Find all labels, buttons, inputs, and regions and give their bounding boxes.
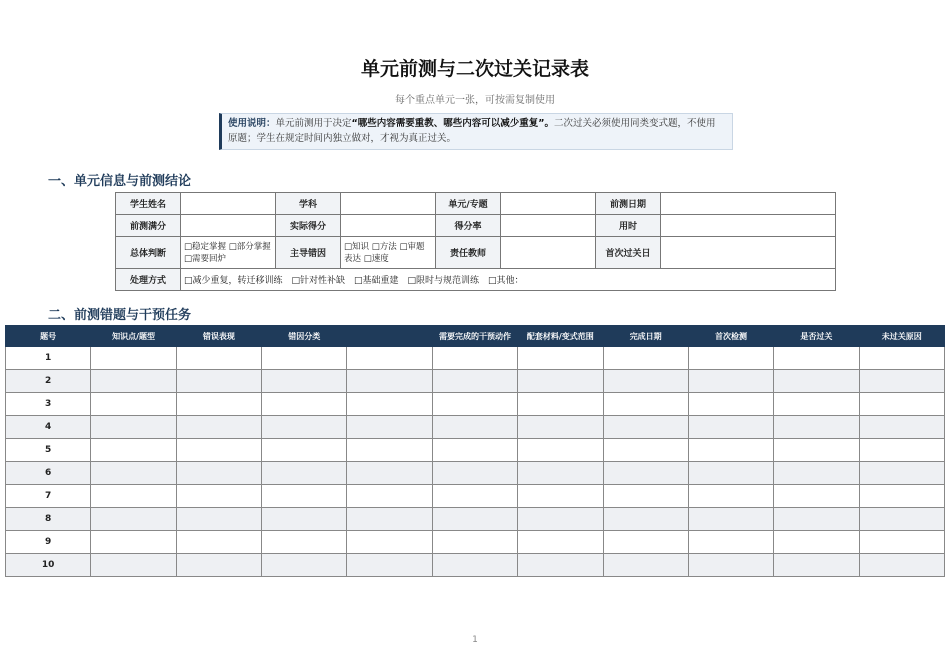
table-cell[interactable] — [859, 531, 944, 554]
table-cell[interactable] — [91, 439, 176, 462]
table-cell[interactable] — [347, 462, 432, 485]
col-header: 错因分类 — [262, 326, 347, 347]
table-cell[interactable] — [176, 508, 261, 531]
row-number: 9 — [6, 531, 91, 554]
row-number: 3 — [6, 393, 91, 416]
table-cell[interactable] — [347, 416, 432, 439]
table-cell[interactable] — [432, 462, 517, 485]
table-row — [6, 531, 945, 554]
info-row-3 — [116, 237, 836, 269]
table-cell[interactable] — [774, 347, 859, 370]
row-number: 10 — [6, 554, 91, 577]
table-cell[interactable] — [262, 347, 347, 370]
table-cell[interactable] — [774, 485, 859, 508]
table-cell[interactable] — [432, 485, 517, 508]
table-cell[interactable] — [688, 370, 773, 393]
label-full-score: 前测满分 — [116, 215, 181, 237]
row-number: 7 — [6, 485, 91, 508]
usage-note-lead: 使用说明： — [228, 118, 276, 129]
table-cell[interactable] — [262, 439, 347, 462]
table-cell[interactable] — [859, 439, 944, 462]
document-subtitle: 每个重点单元一张，可按需复制使用 — [395, 95, 555, 106]
row-number: 6 — [6, 462, 91, 485]
table-cell[interactable] — [518, 462, 603, 485]
table-cell[interactable] — [518, 531, 603, 554]
col-header: 首次检测 — [688, 326, 773, 347]
table-cell[interactable] — [176, 439, 261, 462]
field-full-score[interactable] — [181, 215, 276, 237]
overall-options[interactable]: □稳定掌握 □部分掌握 □需要回炉 — [181, 237, 276, 269]
table-cell[interactable] — [518, 347, 603, 370]
table-cell[interactable] — [432, 416, 517, 439]
table-cell[interactable] — [688, 462, 773, 485]
table-row — [6, 485, 945, 508]
label-first-pass-date: 首次过关日 — [596, 237, 661, 269]
table-cell[interactable] — [262, 508, 347, 531]
table-cell[interactable] — [432, 531, 517, 554]
intervention-task-table — [5, 325, 945, 577]
table-cell[interactable] — [603, 439, 688, 462]
table-cell[interactable] — [176, 416, 261, 439]
table-cell[interactable] — [774, 393, 859, 416]
table-cell[interactable] — [859, 554, 944, 577]
table-row — [6, 508, 945, 531]
label-score-rate: 得分率 — [436, 215, 501, 237]
table-cell[interactable] — [603, 347, 688, 370]
table-cell[interactable] — [262, 485, 347, 508]
table-cell[interactable] — [774, 439, 859, 462]
table-cell[interactable] — [859, 393, 944, 416]
table-cell[interactable] — [688, 531, 773, 554]
table-row — [6, 462, 945, 485]
label-overall: 总体判断 — [116, 237, 181, 269]
table-cell[interactable] — [347, 531, 432, 554]
row-number: 8 — [6, 508, 91, 531]
table-cell[interactable] — [774, 416, 859, 439]
usage-note — [219, 113, 733, 150]
table-cell[interactable] — [91, 393, 176, 416]
table-cell[interactable] — [91, 508, 176, 531]
label-actual-score: 实际得分 — [276, 215, 341, 237]
unit-info-table — [115, 192, 836, 291]
table-cell[interactable] — [518, 439, 603, 462]
row-number: 2 — [6, 370, 91, 393]
usage-note-text-a: 单元前测用于决定 — [275, 118, 352, 129]
table-cell[interactable] — [176, 554, 261, 577]
table-cell[interactable] — [176, 462, 261, 485]
field-first-pass-date[interactable] — [661, 237, 836, 269]
table-cell[interactable] — [262, 462, 347, 485]
table-row — [6, 439, 945, 462]
task-header-row — [6, 326, 945, 347]
table-cell[interactable] — [347, 439, 432, 462]
col-header: 需要完成的干预动作 — [432, 326, 517, 347]
table-cell[interactable] — [774, 554, 859, 577]
table-cell[interactable] — [91, 485, 176, 508]
table-cell[interactable] — [774, 508, 859, 531]
table-cell[interactable] — [347, 347, 432, 370]
table-cell[interactable] — [688, 347, 773, 370]
row-number: 4 — [6, 416, 91, 439]
table-cell[interactable] — [91, 347, 176, 370]
table-cell[interactable] — [347, 370, 432, 393]
document-title: 单元前测与二次过关记录表 — [360, 58, 589, 80]
page-number: 1 — [472, 635, 478, 645]
table-cell[interactable] — [859, 370, 944, 393]
field-teacher[interactable] — [501, 237, 596, 269]
table-cell[interactable] — [432, 508, 517, 531]
table-cell[interactable] — [859, 416, 944, 439]
table-cell[interactable] — [518, 485, 603, 508]
table-cell[interactable] — [603, 370, 688, 393]
info-row-4 — [116, 269, 836, 291]
table-cell[interactable] — [347, 485, 432, 508]
table-cell[interactable] — [176, 485, 261, 508]
label-main-error: 主导错因 — [276, 237, 341, 269]
table-cell[interactable] — [176, 347, 261, 370]
table-cell[interactable] — [688, 485, 773, 508]
table-cell[interactable] — [774, 462, 859, 485]
table-cell[interactable] — [603, 393, 688, 416]
table-cell[interactable] — [262, 393, 347, 416]
table-cell[interactable] — [859, 508, 944, 531]
col-header: 是否过关 — [774, 326, 859, 347]
table-cell[interactable] — [859, 485, 944, 508]
label-pretest-date: 前测日期 — [596, 193, 661, 215]
field-time-used[interactable] — [661, 215, 836, 237]
field-pretest-date[interactable] — [661, 193, 836, 215]
col-header: 未过关原因 — [859, 326, 944, 347]
table-cell[interactable] — [176, 531, 261, 554]
table-cell[interactable] — [518, 554, 603, 577]
table-cell[interactable] — [774, 531, 859, 554]
label-time-used: 用时 — [596, 215, 661, 237]
table-row — [6, 554, 945, 577]
field-actual-score[interactable] — [341, 215, 436, 237]
table-row — [6, 416, 945, 439]
usage-note-text-b: 二次过关必须使用同类变式题，不使用原题；学生在规定时间内独立做对，才视为真正过关。 — [228, 118, 716, 144]
usage-note-highlight: “哪些内容需要重教、哪些内容可以减少重复”。 — [351, 118, 555, 129]
field-subject[interactable] — [341, 193, 436, 215]
section-heading-unit-info: 一、单元信息与前测结论 — [48, 174, 192, 189]
section-heading-tasks: 二、前测错题与干预任务 — [48, 308, 192, 323]
table-cell[interactable] — [859, 462, 944, 485]
field-student-name[interactable] — [181, 193, 276, 215]
label-teacher: 责任教师 — [436, 237, 501, 269]
table-cell[interactable] — [774, 370, 859, 393]
field-unit-topic[interactable] — [501, 193, 596, 215]
table-cell[interactable] — [347, 554, 432, 577]
label-unit-topic: 单元/专题 — [436, 193, 501, 215]
table-cell[interactable] — [688, 508, 773, 531]
label-handling: 处理方式 — [116, 269, 181, 291]
table-row — [6, 347, 945, 370]
table-cell[interactable] — [603, 462, 688, 485]
table-cell[interactable] — [518, 393, 603, 416]
col-header: 完成日期 — [603, 326, 688, 347]
table-cell[interactable] — [91, 554, 176, 577]
table-cell[interactable] — [432, 393, 517, 416]
table-cell[interactable] — [432, 439, 517, 462]
field-score-rate[interactable] — [501, 215, 596, 237]
table-cell[interactable] — [603, 554, 688, 577]
table-cell[interactable] — [262, 554, 347, 577]
table-cell[interactable] — [262, 370, 347, 393]
table-cell[interactable] — [91, 462, 176, 485]
table-cell[interactable] — [347, 508, 432, 531]
table-cell[interactable] — [262, 531, 347, 554]
table-cell[interactable] — [688, 439, 773, 462]
table-cell[interactable] — [432, 554, 517, 577]
table-cell[interactable] — [176, 393, 261, 416]
table-cell[interactable] — [603, 508, 688, 531]
table-row — [6, 393, 945, 416]
table-cell[interactable] — [518, 416, 603, 439]
table-cell[interactable] — [603, 485, 688, 508]
table-cell[interactable] — [262, 416, 347, 439]
label-subject: 学科 — [276, 193, 341, 215]
label-student-name: 学生姓名 — [116, 193, 181, 215]
table-cell[interactable] — [432, 347, 517, 370]
info-row-1 — [116, 193, 836, 215]
col-header: 配套材料/变式范围 — [518, 326, 603, 347]
table-cell[interactable] — [688, 554, 773, 577]
col-header: 题号 — [6, 326, 91, 347]
table-cell[interactable] — [688, 393, 773, 416]
col-header — [347, 326, 432, 347]
row-number: 1 — [6, 347, 91, 370]
col-header: 错误表现 — [176, 326, 261, 347]
table-row — [6, 370, 945, 393]
col-header: 知识点/题型 — [91, 326, 176, 347]
main-error-options[interactable]: □知识 □方法 □审题表达 □速度 — [341, 237, 436, 269]
table-cell[interactable] — [91, 531, 176, 554]
table-cell[interactable] — [859, 347, 944, 370]
table-cell[interactable] — [603, 531, 688, 554]
table-cell[interactable] — [518, 370, 603, 393]
handling-options[interactable]: □减少重复，转迁移训练 □针对性补缺 □基础重建 □限时与规范训练 □其他： — [181, 269, 836, 291]
table-cell[interactable] — [688, 416, 773, 439]
table-cell[interactable] — [347, 393, 432, 416]
table-cell[interactable] — [91, 370, 176, 393]
row-number: 5 — [6, 439, 91, 462]
info-row-2 — [116, 215, 836, 237]
table-cell[interactable] — [432, 370, 517, 393]
table-cell[interactable] — [176, 370, 261, 393]
table-cell[interactable] — [91, 416, 176, 439]
table-cell[interactable] — [603, 416, 688, 439]
table-cell[interactable] — [518, 508, 603, 531]
